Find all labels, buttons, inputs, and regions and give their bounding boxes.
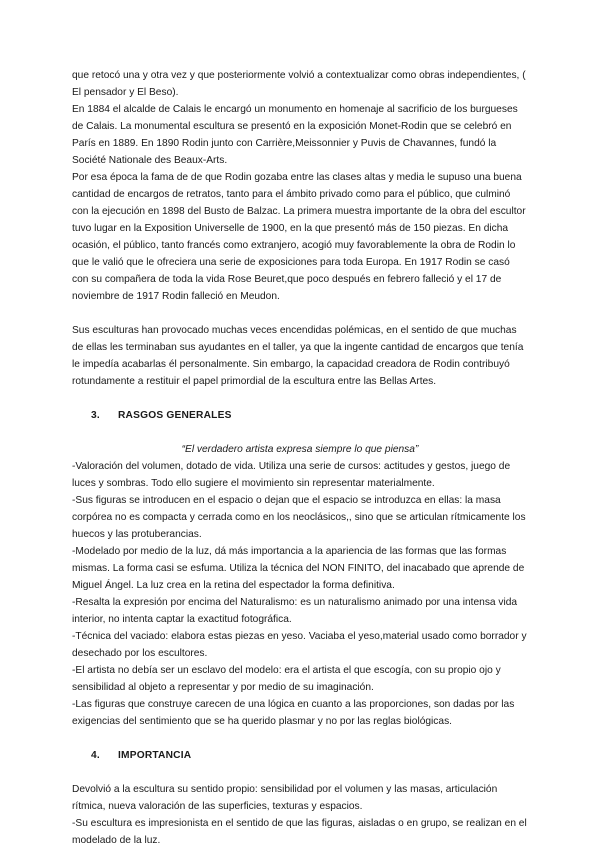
trait-item: -Valoración del volumen, dotado de vida. Utiliza una serie de cursos: actitudes y gestos, juego de luces y sombras. Todo ello sugiere el movimiento sin representar materialmente. bbox=[72, 461, 511, 489]
section-3-quote: “El verdadero artista expresa siempre lo que piensa” bbox=[181, 444, 419, 455]
spacer bbox=[72, 390, 528, 407]
spacer bbox=[72, 730, 528, 747]
importance-item: -Su escultura es impresionista en el sentido de que las figuras, aisladas o en grupo, se realizan en el modelado de la luz. bbox=[72, 818, 527, 846]
trait-item: -Modelado por medio de la luz, dá más importancia a la apariencia de las formas que las formas mismas. La forma casi se esfuma. Utiliza la técnica del NON FINITO, del inacabado que aprende de Miguel Ángel. La luz crea en la retina del espectador la forma definitiva. bbox=[72, 546, 525, 591]
document-body bbox=[72, 67, 528, 849]
trait-item: -El artista no debía ser un esclavo del modelo: era el artista el que escogía, con su propio ojo y sensibilidad al objeto a representar y por medio de su imaginación. bbox=[72, 665, 501, 693]
section-4-title: IMPORTANCIA bbox=[118, 750, 192, 761]
importance-item: Devolvió a la escultura su sentido propio: sensibilidad por el volumen y las masas, articulación rítmica, nueva valoración de las superficies, texturas y espacios. bbox=[72, 784, 498, 812]
paragraph-calais-monument: En 1884 el alcalde de Calais le encargó un monumento en homenaje al sacrificio de los burgueses de Calais. La monumental escultura se presentó en la exposición Monet-Rodin que se celebró en París en 1889. En 1890 Rodin junto con Carrière,Meissonnier y Puvis de Chavannes, fundó la Société Nationale des Beaux-Arts. bbox=[72, 104, 518, 166]
paragraph-fame-and-career: Por esa época la fama de de que Rodin gozaba entre las clases altas y media le supuso una buena cantidad de encargos de retratos, tanto para el ámbito privado como para el público, que culminó con la ejecución en 1898 del Busto de Balzac. La primera muestra importante de la obra del escultor tuvo lugar en la Exposition Universelle de 1900, en la que presentó más de 150 piezas. En dicha ocasión, el público, tanto francés como extranjero, acogió muy favorablemente la obra de Rodin lo que le valió que le ofreciera una serie de exposiciones para toda Europa. En 1917 Rodin se casó con su compañera de toda la vida Rose Beuret,que poco después en febrero falleció y el 17 de noviembre de 1917 Rodin falleció en Meudon. bbox=[72, 172, 526, 302]
spacer bbox=[72, 424, 528, 441]
trait-item: -Las figuras que construye carecen de una lógica en cuanto a las proporciones, son dadas por las exigencias del sentimiento que se ha querido plasmar y no por las reglas biológicas. bbox=[72, 699, 515, 727]
spacer bbox=[72, 764, 528, 781]
section-3-number: 3. bbox=[91, 410, 100, 421]
trait-item: -Sus figuras se introducen en el espacio o dejan que el espacio se introduzca en ellas: la masa corpórea no es compacta y cerrada como en los neoclásicos,, sino que se articulan rítmicamente los huecos y las protuberancias. bbox=[72, 495, 526, 540]
section-4-number: 4. bbox=[91, 750, 100, 761]
section-3-heading bbox=[72, 407, 528, 424]
trait-item: -Resalta la expresión por encima del Naturalismo: es un naturalismo animado por una intensa vida interior, no intenta captar la exactitud fotográfica. bbox=[72, 597, 518, 625]
paragraph-polemics: Sus esculturas han provocado muchas veces encendidas polémicas, en el sentido de que muchas de ellas les terminaban sus ayudantes en el taller, ya que la ingente cantidad de encargos que tenía le impedía acabarlas él personalmente. Sin embargo, la capacidad creadora de Rodin contribuyó rotundamente a restituir el papel primordial de la escultura entre las Bellas Artes. bbox=[72, 325, 524, 387]
spacer bbox=[72, 305, 528, 322]
section-3-title: RASGOS GENERALES bbox=[118, 410, 232, 421]
section-4-heading bbox=[72, 747, 528, 764]
trait-item: -Técnica del vaciado: elabora estas piezas en yeso. Vaciaba el yeso,material usado como borrador y desechado por los escultores. bbox=[72, 631, 527, 659]
paragraph-intro-continuation: que retocó una y otra vez y que posteriormente volvió a contextualizar como obras independientes, ( El pensador y El Beso). bbox=[72, 70, 526, 98]
